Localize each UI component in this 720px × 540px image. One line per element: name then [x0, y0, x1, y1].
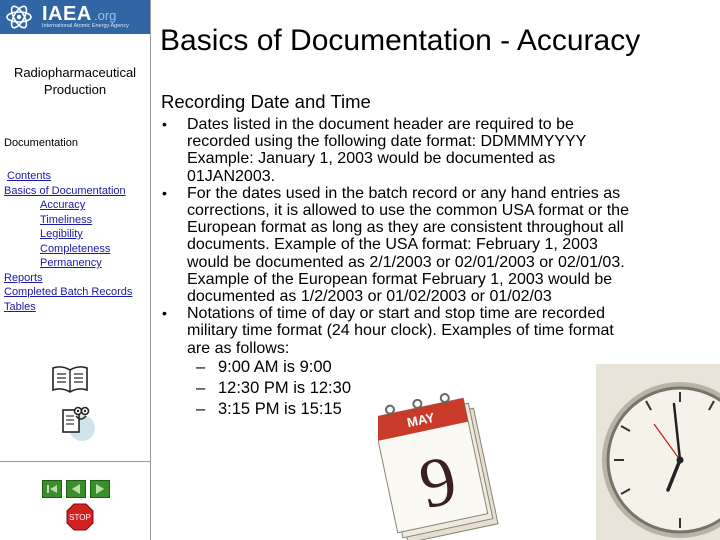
- nav-completeness[interactable]: Completeness: [40, 242, 111, 255]
- bullet-line: are as follows:: [187, 339, 290, 357]
- nav-basics-of-documentation[interactable]: Basics of Documentation: [4, 184, 126, 197]
- bullet-dot: •: [162, 184, 167, 201]
- bullet-line: would be documented as 2/1/2003 or 02/01/2003 or 02/01/03.: [187, 253, 625, 271]
- bullet-line: For the dates used in the batch record or any hand entries as: [187, 184, 621, 202]
- reader-icon[interactable]: [56, 402, 96, 442]
- section-title-line2: Production: [43, 82, 107, 97]
- sub-dash: –: [196, 357, 206, 376]
- arrow-right-icon: [91, 481, 109, 497]
- bullet-line: documents. Example of the USA format: February 1, 2003: [187, 236, 598, 254]
- alarm-clock-icon: [596, 364, 720, 540]
- bullet-dot: •: [162, 116, 167, 132]
- calendar-month: MAY: [405, 409, 436, 431]
- bullet-line: European format as long as they are consistent throughout all: [187, 219, 624, 237]
- sidebar-divider: [0, 461, 150, 462]
- calendar-day: 9: [413, 441, 464, 525]
- sidebar-nav: [4, 169, 132, 314]
- nav-tables[interactable]: Tables: [4, 300, 36, 313]
- logo-name: IAEA: [42, 3, 92, 25]
- nav-completed-batch-records[interactable]: Completed Batch Records: [4, 286, 133, 298]
- bullet-line: documented as 1/2/2003 or 01/02/2003 or 01/02/03: [187, 288, 552, 306]
- sub-dash: –: [196, 378, 206, 397]
- arrow-left-icon: [67, 481, 85, 497]
- nav-timeliness[interactable]: Timeliness: [40, 213, 93, 226]
- logo-subtitle: International Atomic Energy Agency: [42, 23, 129, 29]
- sub-item-text: 3:15 PM is 15:15: [218, 399, 342, 418]
- nav-permanency[interactable]: Permanency: [40, 257, 102, 269]
- iaea-logo[interactable]: [0, 0, 150, 34]
- first-page-button[interactable]: [42, 480, 62, 498]
- bullet-item: [162, 305, 692, 357]
- bullet-line: Example of the European format February 1, 2003 would be: [187, 270, 613, 288]
- bullet-item: [162, 185, 692, 305]
- page-title: Basics of Documentation - Accuracy: [160, 24, 641, 57]
- nav-contents[interactable]: Contents: [7, 170, 52, 182]
- bullet-dot: •: [162, 305, 167, 322]
- bullet-line: 01JAN2003.: [187, 167, 276, 185]
- stop-button[interactable]: [66, 503, 94, 531]
- section-title-line1: Radiopharmaceutical: [13, 65, 137, 80]
- sub-dash: –: [196, 399, 206, 418]
- next-button[interactable]: [90, 480, 110, 498]
- nav-reports[interactable]: Reports: [4, 271, 43, 284]
- bullet-line: military time format (24 hour clock). Examples of time format: [187, 322, 614, 340]
- calendar-icon: [378, 382, 506, 540]
- documentation-label: Documentation: [4, 137, 78, 149]
- nav-legibility[interactable]: Legibility: [40, 228, 83, 240]
- bullet-line: Dates listed in the document header are required to be: [187, 116, 574, 133]
- logo-tld: .org: [94, 8, 117, 23]
- bullet-item: [162, 116, 692, 185]
- nav-accuracy[interactable]: Accuracy: [40, 199, 86, 211]
- book-icon[interactable]: [50, 364, 90, 396]
- page-subtitle: Recording Date and Time: [161, 91, 371, 112]
- previous-button[interactable]: [66, 480, 86, 498]
- sidebar: [0, 0, 151, 540]
- atom-logo-icon: [4, 3, 34, 31]
- bullet-line: corrections, it is allowed to use the common USA format or the: [187, 202, 629, 220]
- section-title: [0, 64, 150, 98]
- first-page-icon: [43, 481, 61, 497]
- bullet-line: Notations of time of day or start and stop time are recorded: [187, 305, 605, 323]
- bullet-line: recorded using the following date format: DDMMMYYYY: [187, 133, 587, 151]
- bullet-line: Example: January 1, 2003 would be documented as: [187, 150, 556, 168]
- stop-label: STOP: [69, 513, 91, 522]
- sub-item-text: 9:00 AM is 9:00: [218, 357, 332, 376]
- sub-item-text: 12:30 PM is 12:30: [218, 378, 351, 397]
